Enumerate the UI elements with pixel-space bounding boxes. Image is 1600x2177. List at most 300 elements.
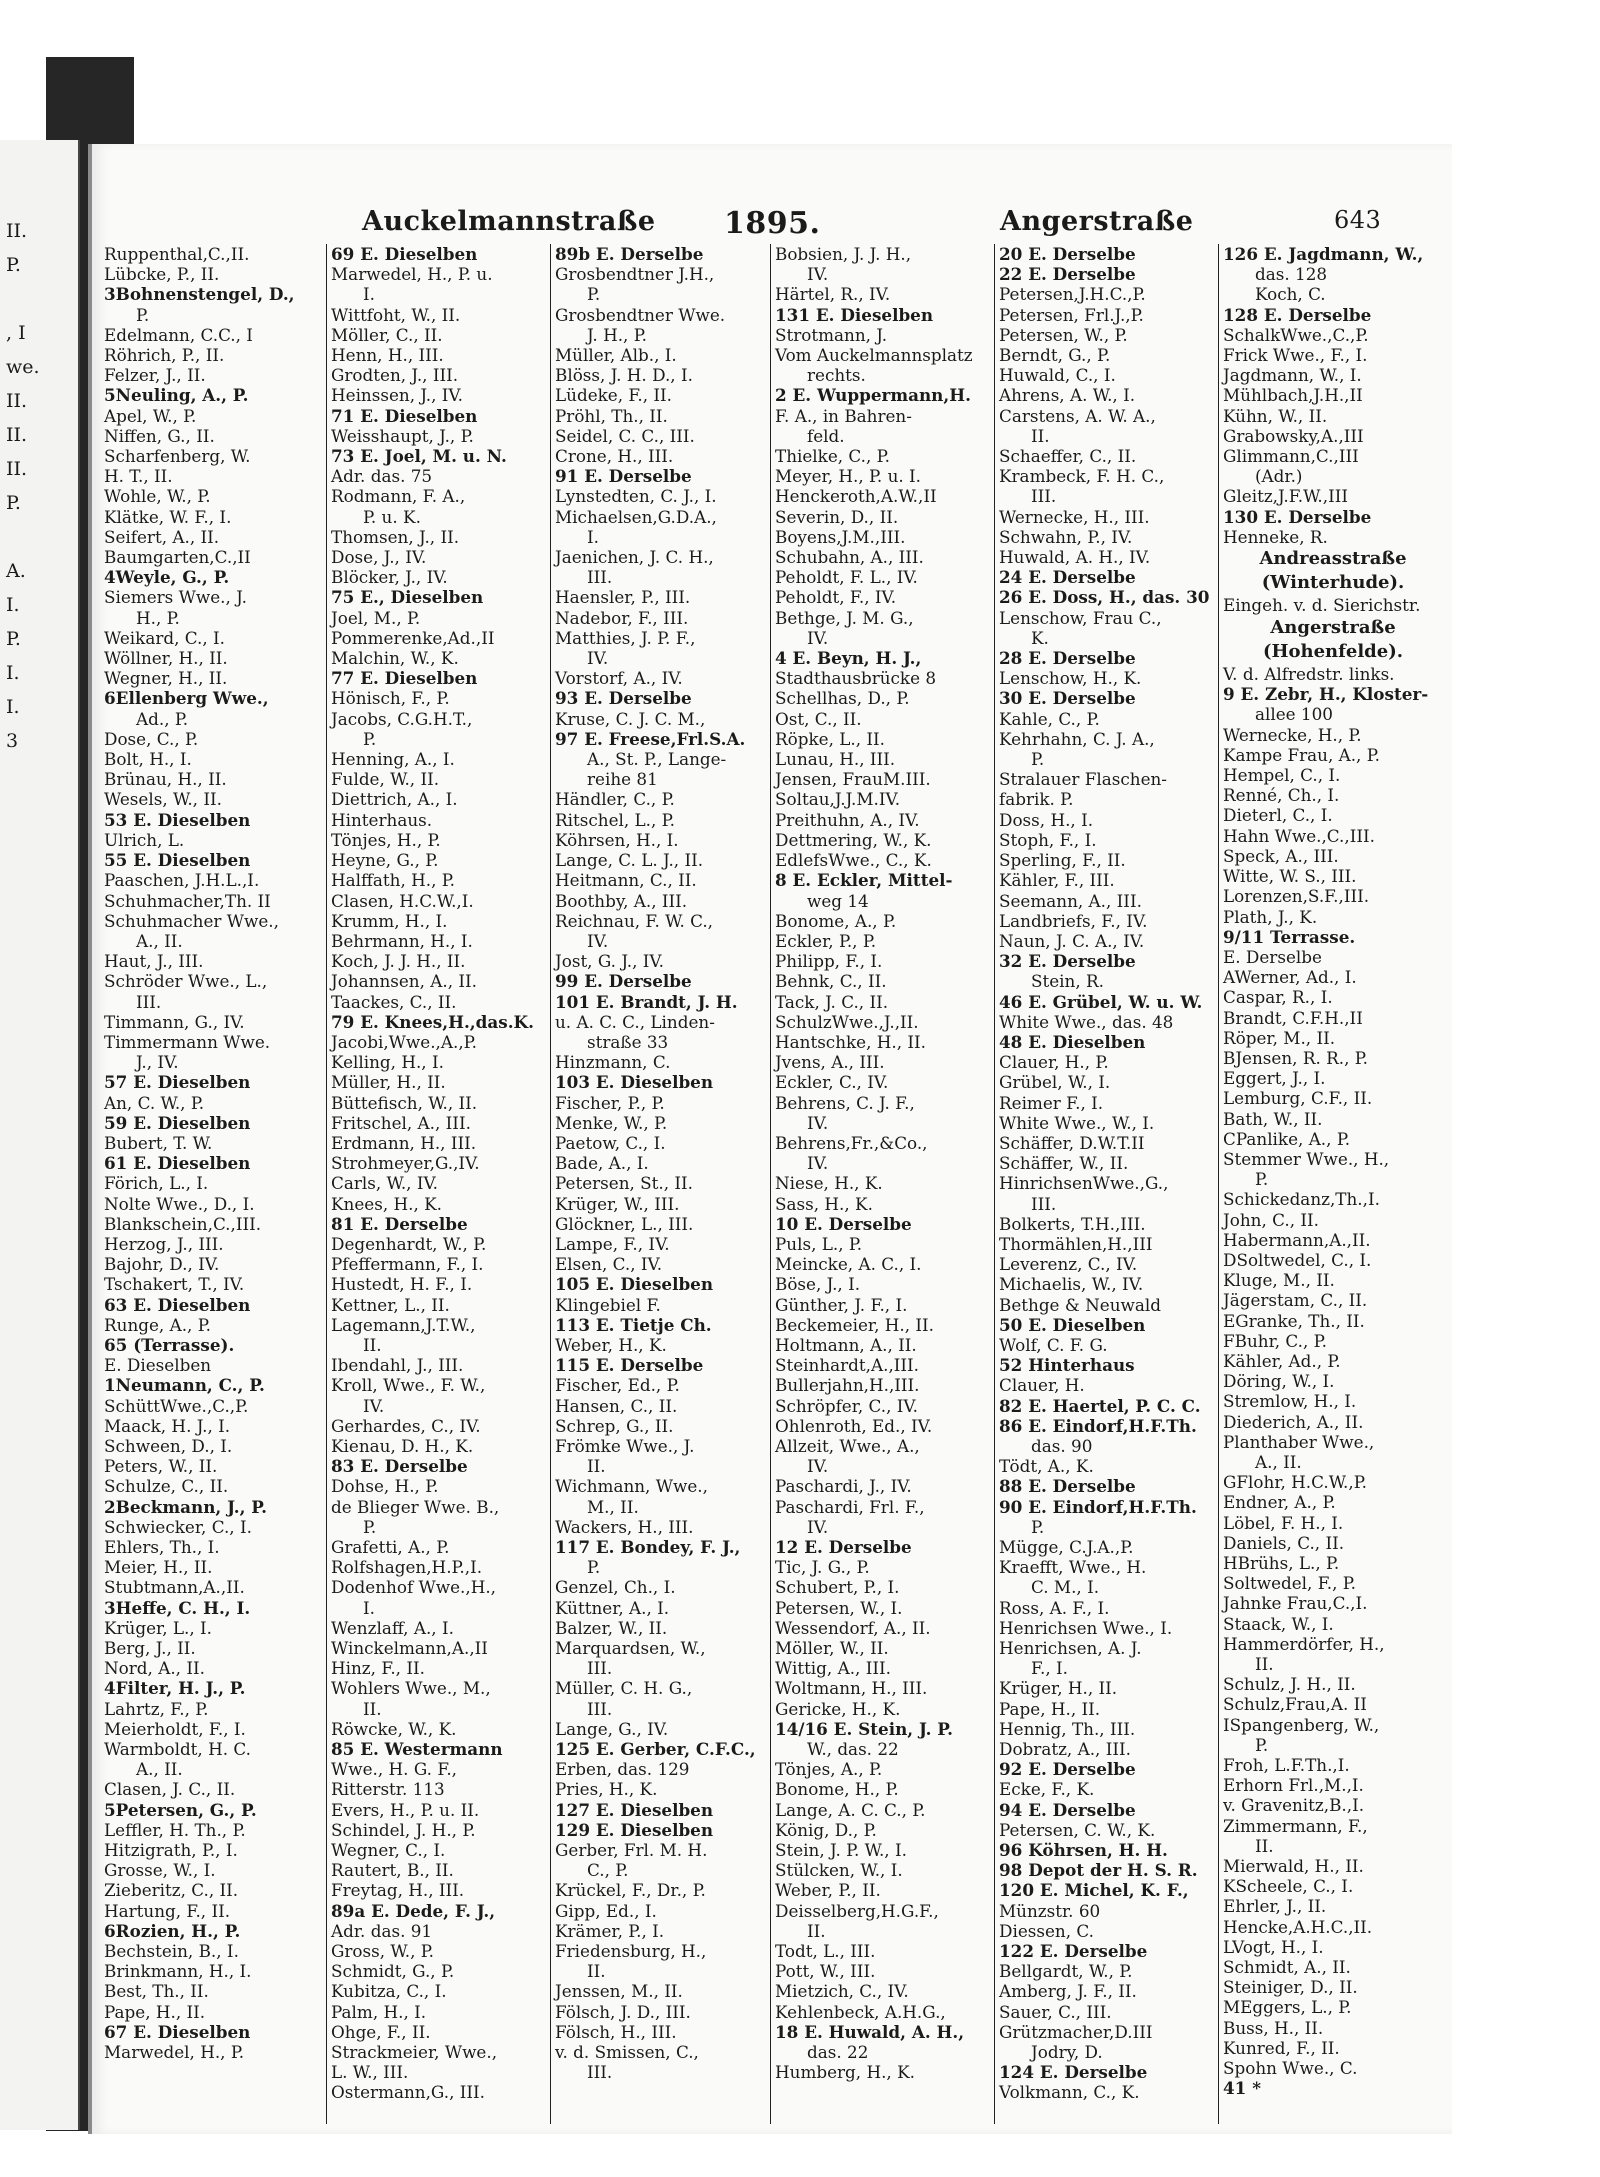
resident-entry: John, C., II. — [1223, 1209, 1319, 1230]
resident-entry: Jenssen, M., II. — [555, 1981, 683, 2002]
continuation-line: weg 14 — [807, 890, 869, 911]
directory-column-5 — [994, 244, 1217, 2124]
resident-entry: Hartung, F., II. — [104, 1900, 231, 1921]
resident-entry: LVogt, H., I. — [1223, 1936, 1324, 1957]
resident-entry: Halffath, H., P. — [331, 870, 456, 891]
continuation-line: II. — [1255, 1835, 1274, 1856]
house-number-entry: 79 E. Knees,H.,das.K. — [331, 1011, 534, 1032]
house-number-entry: 9 E. Zebr, H., Kloster- — [1223, 684, 1429, 705]
resident-entry: Huwald, A. H., IV. — [999, 547, 1151, 568]
resident-entry: Pape, H., II. — [104, 2001, 206, 2022]
resident-entry: Dettmering, W., K. — [775, 829, 932, 850]
previous-page-fragment: P. — [6, 492, 21, 514]
resident-entry: Günther, J. F., I. — [775, 1294, 908, 1315]
continuation-line: P. u. K. — [363, 506, 421, 527]
resident-entry: Diederich, A., II. — [1223, 1411, 1364, 1432]
previous-page-fragment: 3 — [6, 730, 19, 752]
continuation-line: M., II. — [587, 1496, 639, 1517]
previous-page-fragment: II. — [6, 424, 28, 446]
resident-entry: Clasen, H.C.W.,I. — [331, 890, 474, 911]
resident-entry: Kraefft, Wwe., H. — [999, 1557, 1147, 1578]
resident-entry: Seifert, A., II. — [104, 526, 220, 547]
resident-entry: Habermann,A.,II. — [1223, 1229, 1371, 1250]
resident-entry: Seemann, A., III. — [999, 890, 1142, 911]
resident-entry: Pommerenke,Ad.,II — [331, 627, 495, 648]
resident-entry: Behrmann, H., I. — [331, 930, 473, 951]
resident-entry: Möller, C., II. — [331, 324, 443, 345]
previous-page-fragment: A. — [6, 560, 26, 582]
resident-entry: ISpangenberg, W., — [1223, 1714, 1380, 1735]
resident-entry: Schröder Wwe., L., — [104, 971, 268, 992]
resident-entry: Weikard, C., I. — [104, 627, 225, 648]
continuation-line: P. — [1255, 1169, 1269, 1190]
continuation-line: W., das. 22 — [807, 1739, 899, 1760]
resident-entry: Händler, C., P. — [555, 789, 675, 810]
resident-entry: Balzer, W., II. — [555, 1617, 668, 1638]
resident-entry: An, C. W., P. — [104, 1092, 205, 1113]
house-number-entry: 81 E. Derselbe — [331, 1213, 468, 1234]
resident-entry: Preithuhn, A., IV. — [775, 809, 920, 830]
resident-entry: Fischer, P., P. — [555, 1092, 665, 1113]
resident-entry: Bath, W., II. — [1223, 1108, 1323, 1129]
resident-entry: Heinssen, J., IV. — [331, 385, 463, 406]
house-number-entry: 32 E. Derselbe — [999, 951, 1136, 972]
resident-entry: Glimmann,C.,III — [1223, 446, 1359, 467]
house-number-entry: 50 E. Dieselben — [999, 1314, 1146, 1335]
resident-entry: Baumgarten,C.,II — [104, 547, 251, 568]
resident-entry: Hustedt, H. F., I. — [331, 1274, 473, 1295]
house-number-entry: 30 E. Derselbe — [999, 688, 1136, 709]
resident-entry: Wegner, C., I. — [331, 1840, 446, 1861]
resident-entry: Kienau, D. H., K. — [331, 1435, 474, 1456]
continuation-line: Ad., P. — [136, 708, 189, 729]
resident-entry: Mietzich, C., IV. — [775, 1981, 909, 2002]
continuation-line: III. — [587, 1698, 613, 1719]
resident-entry: Paschardi, J., IV. — [775, 1476, 912, 1497]
continuation-line: III. — [1031, 486, 1057, 507]
previous-page-fragment: P. — [6, 254, 21, 276]
resident-entry: Mügge, C.J.A.,P. — [999, 1537, 1134, 1557]
resident-entry: Winckelmann,A.,II — [331, 1638, 488, 1659]
resident-entry: Paschardi, Frl. F., — [775, 1496, 925, 1517]
resident-entry: Fölsch, J. D., III. — [555, 2001, 691, 2022]
continuation-line: reihe 81 — [587, 769, 658, 790]
resident-entry: Hinterhaus. — [331, 809, 433, 830]
resident-entry: Haensler, P., III. — [555, 587, 691, 608]
continuation-line: A., II. — [1255, 1451, 1302, 1472]
house-number-entry: 3Bohnenstengel, D., — [104, 284, 295, 305]
house-number-entry: 69 E. Dieselben — [331, 244, 478, 264]
resident-entry: Krüger, H., II. — [999, 1678, 1118, 1699]
resident-entry: Reimer F., I. — [999, 1092, 1104, 1113]
previous-page-strip — [0, 140, 80, 2130]
continuation-line: II. — [587, 1456, 606, 1477]
resident-entry: KScheele, C., I. — [1223, 1876, 1354, 1897]
house-number-entry: 85 E. Westermann — [331, 1739, 503, 1760]
resident-entry: Wittig, A., III. — [775, 1658, 891, 1679]
continuation-line: straße 33 — [587, 1031, 669, 1052]
resident-entry: Maack, H. J., I. — [104, 1415, 231, 1436]
resident-entry: Degenhardt, W., P. — [331, 1233, 487, 1254]
resident-entry: Froh, L.F.Th.,I. — [1223, 1755, 1350, 1776]
house-number-entry: 113 E. Tietje Ch. — [555, 1314, 712, 1335]
resident-entry: Soltau,J.J.M.IV. — [775, 789, 901, 810]
continuation-line: P. — [363, 1516, 377, 1537]
resident-entry: Dieterl, C., I. — [1223, 805, 1333, 826]
resident-entry: Zieberitz, C., II. — [104, 1880, 239, 1901]
resident-entry: Wittfoht, W., II. — [331, 304, 461, 325]
resident-entry: Wohlers Wwe., M., — [331, 1678, 491, 1699]
resident-entry: Pott, W., III. — [775, 1961, 876, 1982]
house-number-entry: 8 E. Eckler, Mittel- — [775, 870, 953, 891]
continuation-line: P. — [1031, 1516, 1045, 1537]
previous-page-fragment: II. — [6, 390, 28, 412]
resident-entry: Crone, H., III. — [555, 446, 674, 467]
resident-entry: Rolfshagen,H.P.,I. — [331, 1557, 483, 1578]
resident-entry: SchüttWwe.,C.,P. — [104, 1395, 249, 1416]
directory-page — [88, 144, 1452, 2134]
resident-entry: Renné, Ch., I. — [1223, 785, 1340, 806]
continuation-line: J. H., P. — [587, 324, 647, 345]
house-number-entry: 128 E. Derselbe — [1223, 304, 1372, 325]
house-number-entry: 117 E. Bondey, F. J., — [555, 1537, 741, 1557]
resident-entry: Förich, L., I. — [104, 1173, 209, 1194]
resident-entry: Brünau, H., II. — [104, 769, 227, 790]
resident-entry: Runge, A., P. — [104, 1314, 211, 1335]
resident-entry: Schäffer, W., II. — [999, 1153, 1129, 1174]
resident-entry: Schulze, C., II. — [104, 1476, 229, 1497]
resident-entry: Woltmann, H., III. — [775, 1678, 928, 1699]
resident-entry: Möller, W., II. — [775, 1638, 889, 1659]
resident-entry: Petersen, Frl.J.,P. — [999, 304, 1144, 325]
resident-entry: Gerhardes, C., IV. — [331, 1415, 481, 1436]
resident-entry: Gericke, H., K. — [775, 1698, 901, 1719]
continuation-line: II. — [1031, 425, 1050, 446]
resident-entry: Jahnke Frau,C.,I. — [1223, 1593, 1368, 1614]
resident-entry: Clauer, H., P. — [999, 1052, 1109, 1073]
resident-entry: Apel, W., P. — [104, 405, 197, 426]
resident-entry: CPanlike, A., P. — [1223, 1128, 1351, 1149]
resident-entry: Krückel, F., Dr., P. — [555, 1880, 706, 1901]
resident-entry: Peholdt, F. L., IV. — [775, 567, 918, 588]
resident-entry: Lampe, F., IV. — [555, 1233, 670, 1254]
continuation-line: feld. — [807, 425, 845, 446]
resident-entry: Palm, H., I. — [331, 2001, 427, 2022]
continuation-line: allee 100 — [1255, 704, 1333, 725]
header-year: 1895. — [724, 206, 821, 241]
resident-entry: Philipp, F., I. — [775, 951, 883, 972]
resident-entry: Naun, J. C. A., IV. — [999, 930, 1145, 951]
resident-entry: Koch, J. J. H., II. — [331, 951, 466, 972]
resident-entry: Löbel, F. H., I. — [1223, 1512, 1344, 1533]
house-number-entry: 98 Depot der H. S. R. — [999, 1860, 1198, 1881]
resident-entry: Bolt, H., I. — [104, 749, 192, 770]
resident-entry: Bellgardt, W., P. — [999, 1961, 1133, 1982]
resident-entry: Pries, H., K. — [555, 1779, 658, 1800]
resident-entry: Meyer, H., P. u. I. — [775, 466, 922, 487]
resident-entry: Eckler, C., IV. — [775, 1072, 889, 1093]
resident-entry: Petersen, W., P. — [999, 324, 1128, 345]
house-number-entry: 101 E. Brandt, J. H. — [555, 991, 738, 1012]
house-number-entry: 1Neumann, C., P. — [104, 1375, 265, 1396]
resident-entry: Schindel, J. H., P. — [331, 1819, 476, 1840]
resident-entry: Lunau, H., III. — [775, 749, 896, 770]
street-section-heading: Andreasstraße — [1259, 548, 1407, 570]
continuation-line: IV. — [587, 930, 609, 951]
resident-entry: Wernecke, H., III. — [999, 506, 1150, 527]
resident-entry: Stralauer Flaschen- — [999, 769, 1167, 790]
continuation-line: A., II. — [136, 1759, 183, 1780]
resident-entry: Lange, G., IV. — [555, 1718, 669, 1739]
continuation-line: J., IV. — [136, 1052, 179, 1073]
house-number-entry: 59 E. Dieselben — [104, 1112, 251, 1133]
resident-entry: Steinhardt,A.,III. — [775, 1355, 920, 1376]
resident-entry: Klätke, W. F., I. — [104, 506, 232, 527]
resident-entry: Planthaber Wwe., — [1223, 1431, 1375, 1452]
resident-entry: Tschakert, T., IV. — [104, 1274, 245, 1295]
resident-entry: Wernecke, H., P. — [1223, 724, 1362, 745]
resident-entry: Pfeffermann, F., I. — [331, 1254, 484, 1275]
resident-entry: Michaelsen,G.D.A., — [555, 506, 717, 527]
resident-entry: Thielke, C., P. — [775, 446, 890, 467]
house-number-entry: 6Ellenberg Wwe., — [104, 688, 269, 709]
resident-entry: Holtmann, A., II. — [775, 1334, 917, 1355]
resident-entry: Weber, P., II. — [775, 1880, 881, 1901]
resident-entry: Severin, D., II. — [775, 506, 899, 527]
resident-entry: Röhrich, P., II. — [104, 345, 225, 366]
resident-entry: Schäffer, D.W.T.II — [999, 1132, 1145, 1153]
resident-entry: Adr. das. 91 — [331, 1920, 433, 1941]
continuation-line: IV. — [363, 1395, 385, 1416]
resident-entry: Hahn Wwe.,C.,III. — [1223, 825, 1375, 846]
resident-entry: Puls, L., P. — [775, 1233, 863, 1254]
resident-entry: Henneke, R. — [1223, 526, 1328, 547]
resident-entry: Strohmeyer,G.,IV. — [331, 1153, 480, 1174]
resident-entry: Hempel, C., I. — [1223, 765, 1341, 786]
resident-entry: Glöckner, L., III. — [555, 1213, 694, 1234]
resident-entry: Malchin, W., K. — [331, 648, 459, 669]
resident-entry: Böse, J., I. — [775, 1274, 861, 1295]
house-number-entry: 127 E. Dieselben — [555, 1799, 714, 1820]
resident-entry: Jost, G. J., IV. — [555, 951, 664, 972]
resident-entry: Bethge, J. M. G., — [775, 607, 914, 628]
resident-entry: Hansen, C., II. — [555, 1395, 678, 1416]
resident-entry: Zimmermann, F., — [1223, 1815, 1368, 1836]
continuation-line: A., St. P., Lange- — [587, 749, 727, 770]
house-number-entry: 90 E. Eindorf,H.F.Th. — [999, 1496, 1197, 1517]
resident-entry: Kroll, Wwe., F. W., — [331, 1375, 486, 1396]
previous-page-fragment: I. — [6, 696, 20, 718]
resident-entry: Hantschke, H., II. — [775, 1031, 927, 1052]
resident-entry: White Wwe., W., I. — [999, 1112, 1155, 1133]
resident-entry: Henrichsen Wwe., I. — [999, 1617, 1173, 1638]
continuation-line: III. — [136, 991, 162, 1012]
resident-entry: Joel, M., P. — [331, 607, 421, 628]
resident-entry: Freytag, H., III. — [331, 1880, 465, 1901]
resident-entry: Best, Th., II. — [104, 1981, 209, 2002]
continuation-line: P. — [363, 728, 377, 749]
resident-entry: Grübel, W., I. — [999, 1072, 1111, 1093]
continuation-line: Jodry, D. — [1031, 2042, 1103, 2063]
resident-entry: Grützmacher,D.III — [999, 2021, 1153, 2042]
resident-entry: Fulde, W., II. — [331, 769, 440, 790]
resident-entry: E. Dieselben — [104, 1355, 212, 1376]
house-number-entry: 91 E. Derselbe — [555, 466, 692, 487]
resident-entry: Paetow, C., I. — [555, 1132, 666, 1153]
previous-page-fragment: II. — [6, 458, 28, 480]
resident-entry: Röpke, L., II. — [775, 728, 885, 749]
resident-entry: Kruse, C. J. C. M., — [555, 708, 706, 729]
resident-entry: Lübcke, P., II. — [104, 264, 220, 285]
resident-entry: Lahrtz, F., P. — [104, 1698, 209, 1719]
resident-entry: Brandt, C.F.H.,II — [1223, 1007, 1363, 1028]
resident-entry: Strackmeier, Wwe., — [331, 2042, 498, 2063]
continuation-line: das. 128 — [1255, 264, 1328, 285]
continuation-line: IV. — [807, 264, 829, 285]
resident-entry: Blöss, J. H. D., I. — [555, 365, 693, 386]
resident-entry: Buss, H., II. — [1223, 2017, 1324, 2038]
resident-entry: Jvens, A., III. — [775, 1052, 885, 1073]
resident-entry: Köhrsen, H., I. — [555, 829, 679, 850]
continuation-line: IV. — [587, 648, 609, 669]
resident-entry: Küttner, A., I. — [555, 1597, 670, 1618]
resident-entry: Eggert, J., I. — [1223, 1068, 1326, 1089]
street-section-heading: Angerstraße — [1270, 616, 1396, 638]
continuation-line: (Adr.) — [1255, 466, 1303, 487]
resident-entry: Berndt, G., P. — [999, 345, 1111, 366]
resident-entry: Niffen, G., II. — [104, 425, 215, 446]
resident-entry: Bonome, H., P. — [775, 1779, 899, 1800]
resident-entry: Plath, J., K. — [1223, 906, 1318, 927]
header-right-street: Angerstraße — [1000, 206, 1194, 237]
resident-entry: L. W., III. — [331, 2062, 409, 2083]
resident-entry: Jagdmann, W., I. — [1223, 365, 1362, 386]
resident-entry: F. A., in Bahren- — [775, 405, 912, 426]
resident-entry: Lange, A. C. C., P. — [775, 1799, 926, 1820]
resident-entry: Timmann, G., IV. — [104, 1011, 245, 1032]
resident-entry: Behrens, C. J. F., — [775, 1092, 915, 1113]
resident-entry: Heitmann, C., II. — [555, 870, 697, 891]
house-number-entry: 3Heffe, C. H., I. — [104, 1597, 251, 1618]
resident-entry: Jensen, FrauM.III. — [775, 769, 931, 790]
resident-entry: Lemburg, C.F., II. — [1223, 1088, 1373, 1109]
resident-entry: Ohlenroth, Ed., IV. — [775, 1415, 933, 1436]
resident-entry: Dohse, H., P. — [331, 1476, 439, 1497]
resident-entry: Wesels, W., II. — [104, 789, 222, 810]
resident-entry: Tic, J. G., P. — [775, 1557, 870, 1578]
resident-entry: Siemers Wwe., J. — [104, 587, 247, 608]
resident-entry: Marquardsen, W., — [555, 1638, 706, 1659]
resident-entry: Dobratz, A., III. — [999, 1739, 1131, 1760]
resident-entry: Marwedel, H., P. u. — [331, 264, 493, 285]
resident-entry: Clauer, H. — [999, 1375, 1085, 1396]
house-number-entry: 124 E. Derselbe — [999, 2062, 1148, 2083]
resident-entry: Sass, H., K. — [775, 1193, 873, 1214]
continuation-line: Stein, R. — [1031, 971, 1104, 992]
resident-entry: Kahle, C., P. — [999, 708, 1100, 729]
continuation-line: IV. — [807, 1456, 829, 1477]
resident-entry: Wolf, C. F. G. — [999, 1334, 1108, 1355]
resident-entry: DSoltwedel, C., I. — [1223, 1249, 1372, 1270]
resident-entry: Todt, L., III. — [775, 1941, 876, 1962]
resident-entry: Grosse, W., I. — [104, 1860, 216, 1881]
house-number-entry: 24 E. Derselbe — [999, 567, 1136, 588]
house-number-entry: 89a E. Dede, F. J., — [331, 1900, 496, 1921]
resident-entry: Herzog, J., III. — [104, 1233, 224, 1254]
resident-entry: Boothby, A., III. — [555, 890, 688, 911]
page-number: 643 — [1334, 206, 1382, 234]
house-number-entry: 131 E. Dieselben — [775, 304, 934, 325]
resident-entry: Fölsch, H., III. — [555, 2021, 677, 2042]
resident-entry: Jacobs, C.G.H.T., — [331, 708, 473, 729]
resident-entry: Humberg, H., K. — [775, 2062, 915, 2083]
house-number-entry: 77 E. Dieselben — [331, 668, 478, 689]
continuation-line: H., P. — [136, 607, 180, 628]
continuation-line: P. — [587, 284, 601, 305]
resident-entry: Bonome, A., P. — [775, 910, 897, 931]
resident-entry: Stubtmann,A.,II. — [104, 1577, 245, 1598]
house-number-entry: 4 E. Beyn, H. J., — [775, 648, 922, 669]
house-number-entry: 63 E. Dieselben — [104, 1294, 251, 1315]
resident-entry: Schubert, P., I. — [775, 1577, 900, 1598]
resident-entry: Timmermann Wwe. — [104, 1031, 271, 1052]
resident-entry: Haut, J., III. — [104, 951, 204, 972]
street-section-heading: (Hohenfelde). — [1262, 640, 1403, 662]
resident-entry: Meierholdt, F., I. — [104, 1718, 246, 1739]
resident-entry: Petersen, W., I. — [775, 1597, 903, 1618]
resident-entry: Ecke, F., K. — [999, 1779, 1095, 1800]
resident-entry: Blankschein,C.,III. — [104, 1213, 262, 1234]
resident-entry: Landbriefs, F., IV. — [999, 910, 1148, 931]
resident-entry: Kehlenbeck, A.H.G., — [775, 2001, 946, 2022]
resident-entry: Fritschel, A., III. — [331, 1112, 471, 1133]
resident-entry: Pape, H., II. — [999, 1698, 1101, 1719]
resident-entry: Wwe., H. G. F., — [331, 1759, 458, 1780]
resident-entry: Bechstein, B., I. — [104, 1941, 239, 1962]
directory-column-3 — [550, 244, 769, 2124]
resident-entry: v. d. Smissen, C., — [555, 2042, 699, 2063]
house-number-entry: 71 E. Dieselben — [331, 405, 478, 426]
resident-entry: Friedensburg, H., — [555, 1941, 707, 1962]
resident-entry: BJensen, R. R., P. — [1223, 1047, 1368, 1068]
resident-entry: Müller, C. H. G., — [555, 1678, 693, 1699]
resident-entry: Wackers, H., III. — [555, 1516, 694, 1537]
resident-entry: Hinzmann, C. — [555, 1052, 671, 1073]
house-number-entry: 6Rozien, H., P. — [104, 1920, 241, 1941]
resident-entry: Lenschow, H., K. — [999, 668, 1142, 689]
resident-entry: Bullerjahn,H.,III. — [775, 1375, 920, 1396]
previous-page-fragment: I. — [6, 594, 20, 616]
continuation-line: IV. — [807, 1153, 829, 1174]
continuation-line: F., I. — [1031, 1658, 1068, 1679]
resident-entry: Müller, Alb., I. — [555, 345, 677, 366]
resident-entry: Schubahn, A., III. — [775, 547, 924, 568]
house-number-entry: 92 E. Derselbe — [999, 1759, 1136, 1780]
continuation-line: IV. — [807, 1516, 829, 1537]
resident-entry: Henn, H., III. — [331, 345, 444, 366]
directory-column-2 — [326, 244, 549, 2124]
resident-entry: Tönjes, A., P. — [775, 1759, 883, 1780]
resident-entry: Schröpfer, C., IV. — [775, 1395, 918, 1416]
continuation-line: I. — [363, 1597, 375, 1618]
house-number-entry: 53 E. Dieselben — [104, 809, 251, 830]
house-number-entry: 18 E. Huwald, A. H., — [775, 2021, 965, 2042]
resident-entry: GFlohr, H.C.W.,P. — [1223, 1472, 1367, 1493]
resident-entry: Schmidt, A., II. — [1223, 1957, 1351, 1978]
resident-entry: Härtel, R., IV. — [775, 284, 891, 305]
resident-entry: Wegner, H., II. — [104, 668, 228, 689]
resident-entry: Dose, C., P. — [104, 728, 199, 749]
